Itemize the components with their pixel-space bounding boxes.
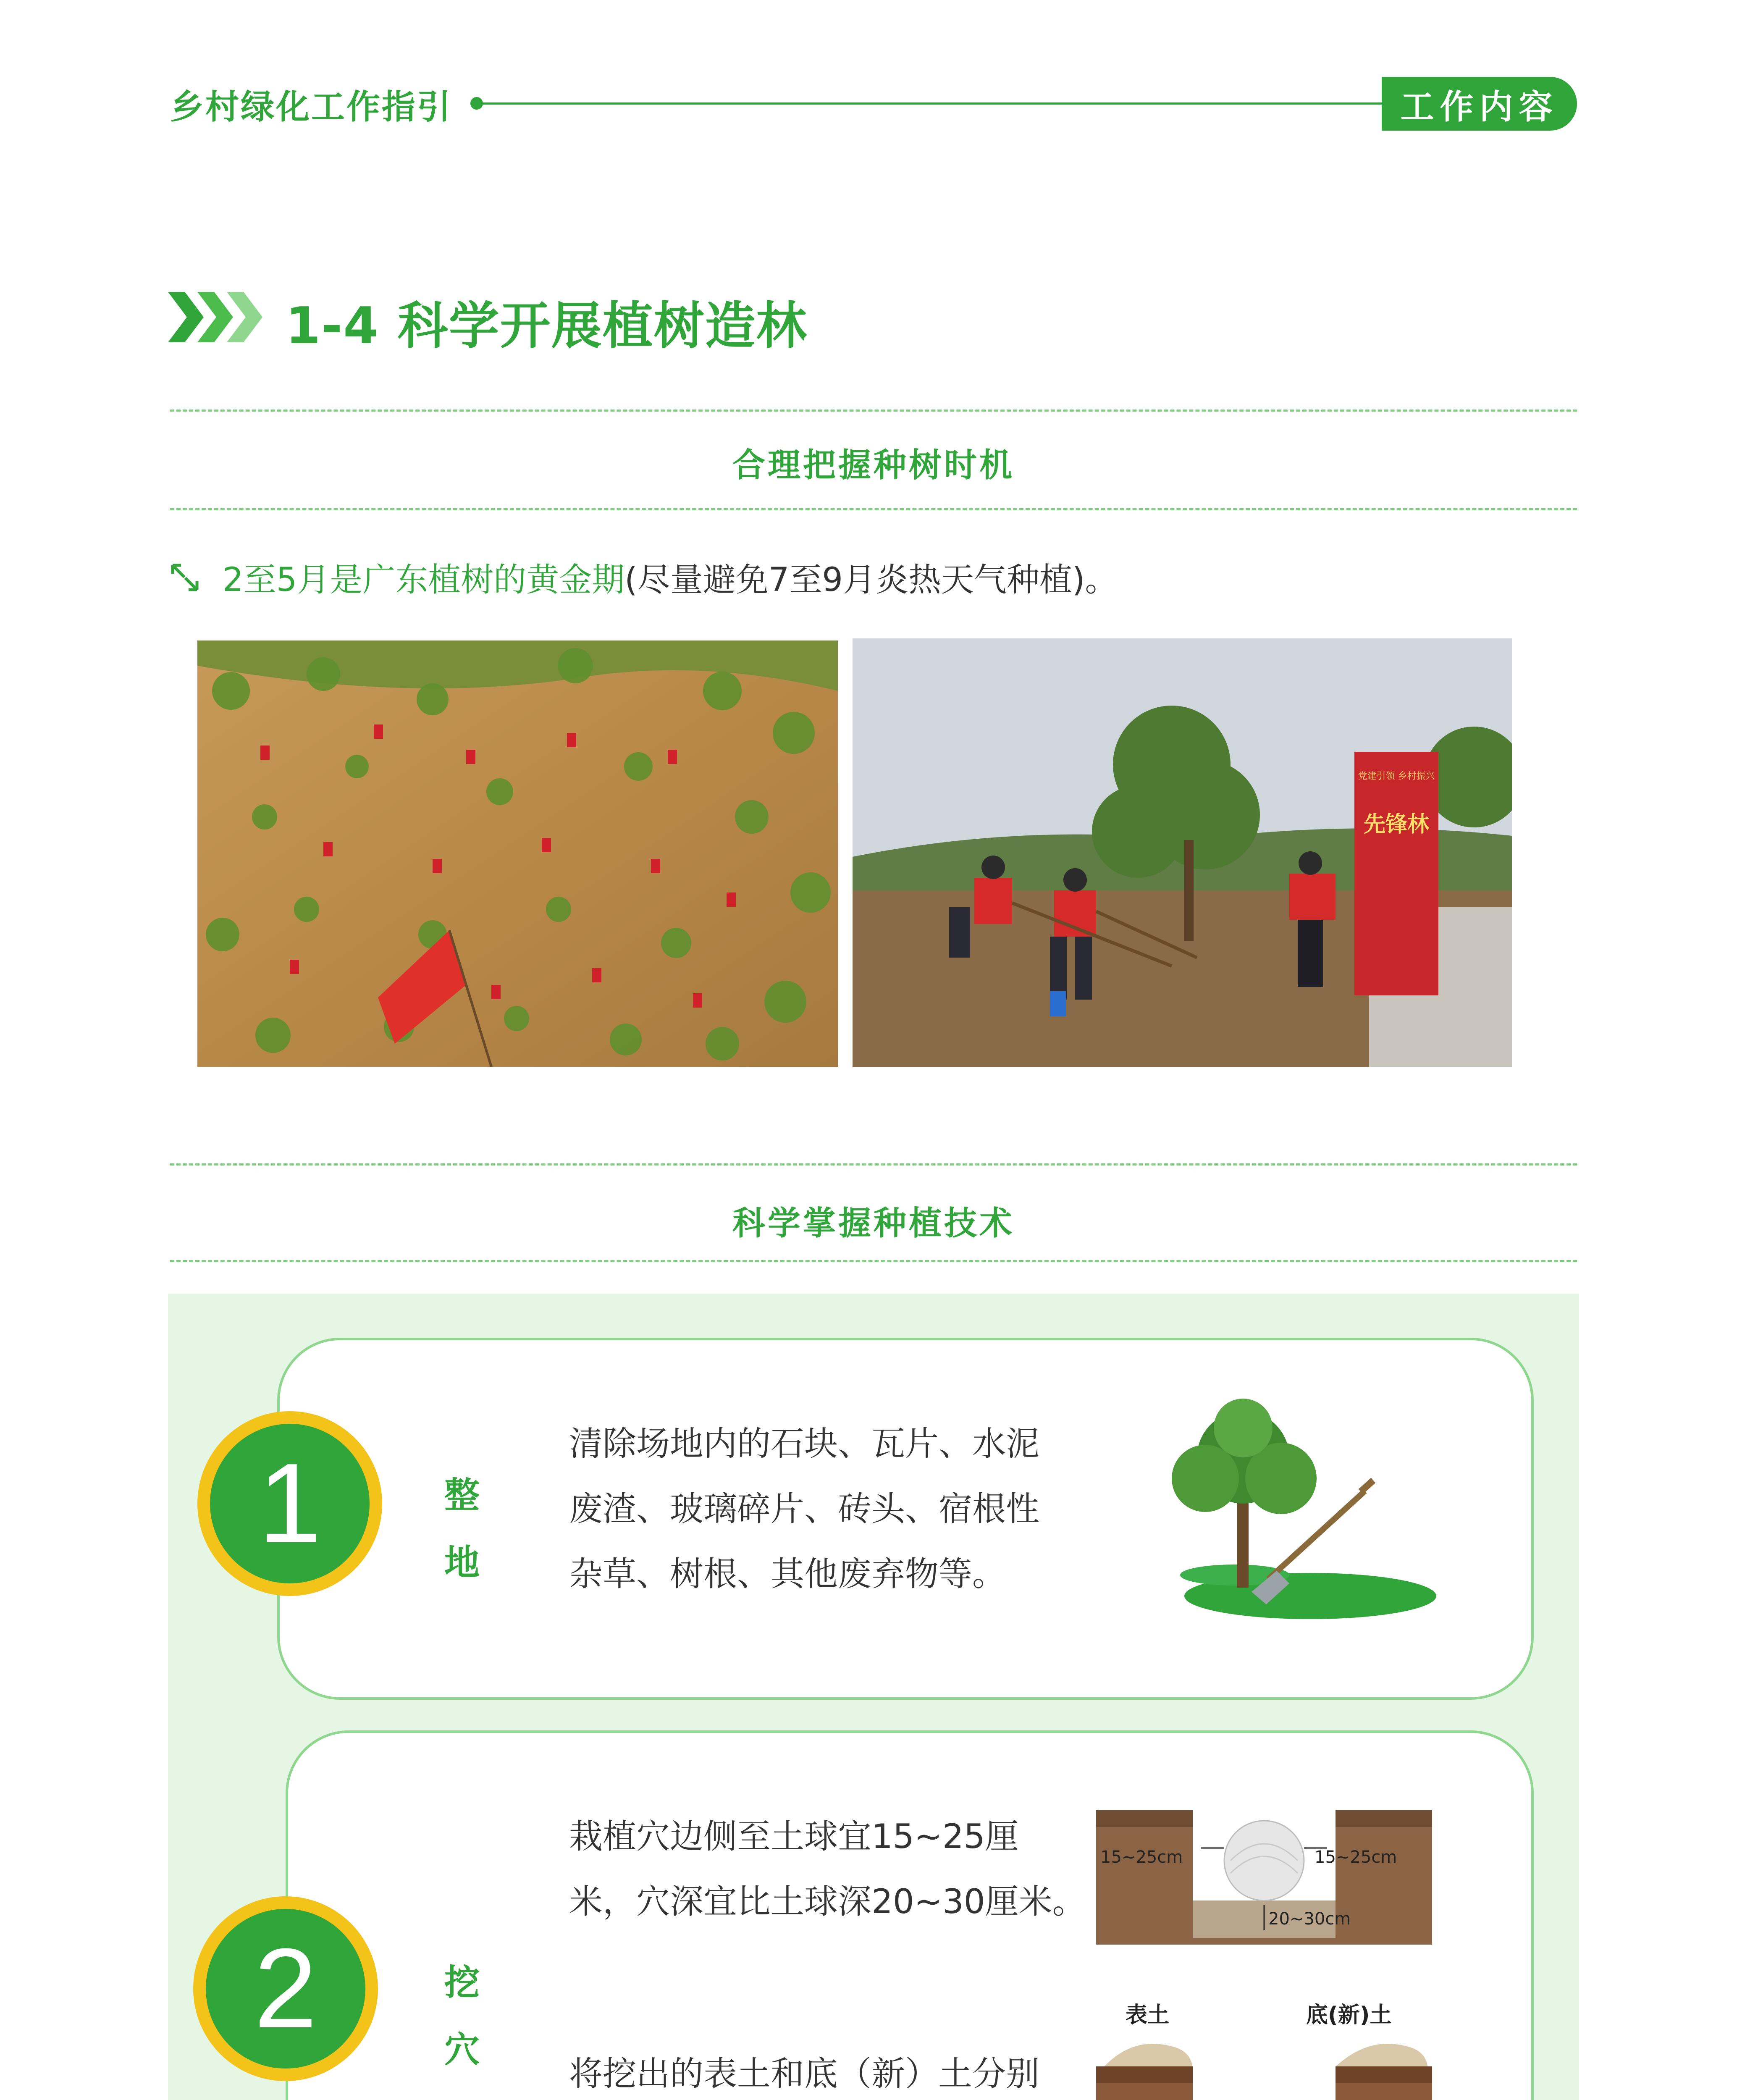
description-line: 清除场地内的石块、瓦片、水泥 [569, 1424, 1039, 1463]
timing-subtitle: 合理把握种树时机 [732, 446, 1015, 484]
timing-highlight: 2至5月是广东植树的黄金期 [223, 561, 625, 599]
soil-separation-diagram [1096, 1999, 1432, 2100]
topsoil-label: 表土 [1126, 2003, 1170, 2028]
step-label [441, 1462, 483, 1596]
hole-side-label: 15~25cm [1315, 1848, 1397, 1867]
dashed-divider [170, 508, 1577, 510]
hillside-planting-photo [197, 640, 838, 1067]
dashed-divider [170, 1163, 1577, 1166]
planting-hole-diagram [1096, 1802, 1432, 1953]
timing-rest: (尽量避免7至9月炎热天气种植)。 [624, 561, 1118, 599]
description-line: 米，穴深宜比土球深20~30厘米。 [569, 1882, 1086, 1921]
step-description [569, 2041, 1039, 2100]
description-line: 将挖出的表土和底（新）土分别 [569, 2054, 1039, 2093]
header-dot [470, 97, 483, 110]
sign-main-text: 先锋林 [1363, 812, 1430, 837]
step-label-char: 穴 [444, 2029, 480, 2070]
guide-title: 乡村绿化工作指引 [170, 87, 452, 126]
section-title: 1-4 科学开展植树造林 [286, 297, 808, 355]
header-rule [483, 102, 1390, 105]
dashed-divider [170, 410, 1577, 412]
step-label [441, 1949, 483, 2083]
step-label-char: 地 [444, 1542, 480, 1583]
volunteers-planting-photo [853, 638, 1512, 1067]
description-line: 废渣、玻璃碎片、砖头、宿根性 [569, 1489, 1039, 1528]
expand-arrows-icon [170, 563, 199, 592]
step-description [569, 1411, 1039, 1606]
step-description [569, 1804, 1086, 1934]
step-number-badge [193, 1896, 378, 2081]
chevrons-icon [168, 288, 269, 346]
description-line: 杂草、树根、其他废弃物等。 [569, 1554, 1006, 1593]
hole-side-label: 15~25cm [1100, 1848, 1183, 1867]
hole-depth-label: 20~30cm [1268, 1909, 1351, 1929]
dashed-divider [170, 1260, 1577, 1262]
step-number-badge [197, 1411, 382, 1596]
timing-text [223, 554, 1118, 601]
step-number: 1 [210, 1424, 370, 1583]
section-tab: 工作内容 [1382, 77, 1577, 131]
sign-top-text: 党建引领 乡村振兴 [1358, 771, 1435, 782]
step-label-char: 整 [444, 1475, 480, 1516]
technique-subtitle: 科学掌握种植技术 [732, 1205, 1015, 1242]
tree-shovel-illustration [1151, 1394, 1436, 1630]
step-label-char: 挖 [444, 1962, 480, 2003]
description-line: 栽植穴边侧至土球宜15~25厘 [569, 1817, 1019, 1856]
subsoil-label: 底(新)土 [1306, 2003, 1392, 2028]
step-number: 2 [206, 1909, 365, 2068]
